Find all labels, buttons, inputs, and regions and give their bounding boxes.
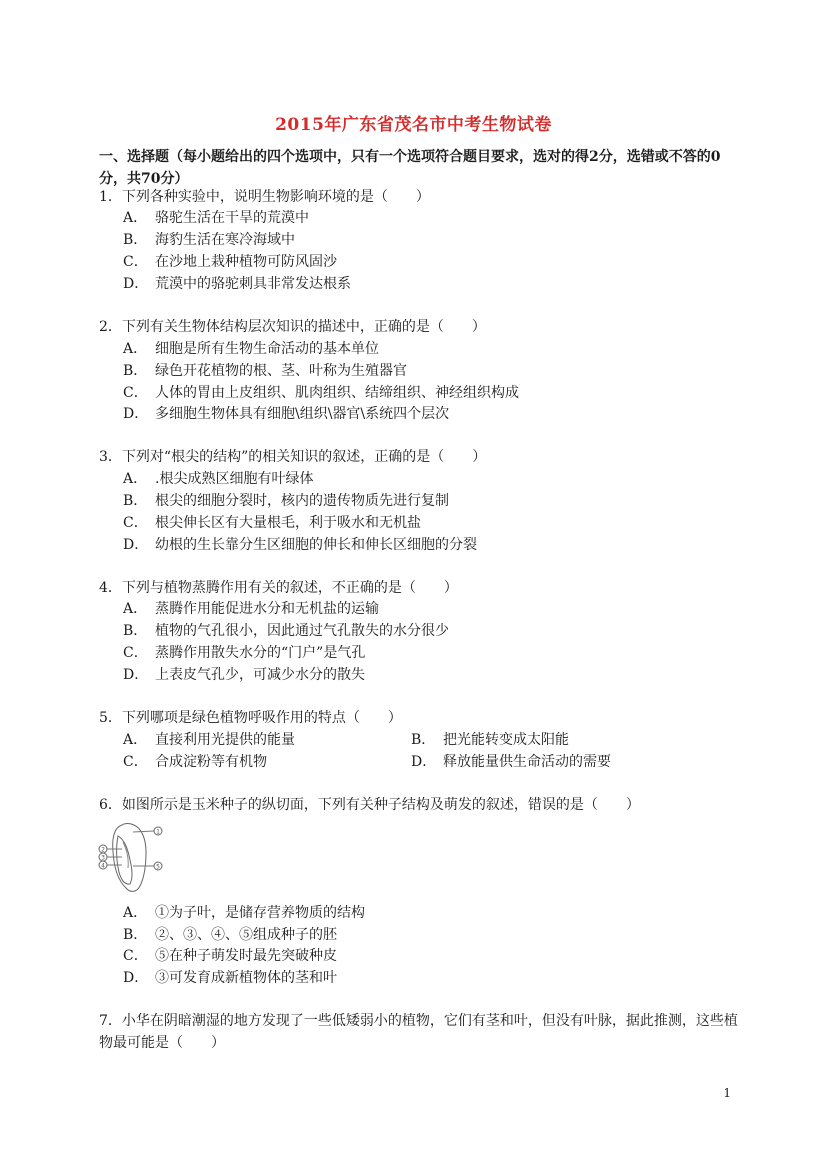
- question-6-option-c: C． ⑤在种子萌发时最先突破种皮: [123, 948, 337, 964]
- figure-label-1: 1: [156, 828, 160, 836]
- question-5-stem: 5．下列哪项是绿色植物呼吸作用的特点（ ）: [99, 710, 402, 726]
- question-2-stem: 2．下列有关生物体结构层次知识的描述中，正确的是（ ）: [99, 319, 486, 335]
- question-3-option-c: C． 根尖伸长区有大量根毛，利于吸水和无机盐: [123, 515, 421, 531]
- question-3-option-d: D． 幼根的生长靠分生区细胞的伸长和伸长区细胞的分裂: [123, 537, 477, 553]
- question-5-option-b: B． 把光能转变成太阳能: [411, 732, 569, 748]
- question-4-option-c: C． 蒸腾作用散失水分的“门户”是气孔: [123, 645, 366, 661]
- question-4-option-b: B． 植物的气孔很小，因此通过气孔散失的水分很少: [123, 623, 449, 639]
- question-2-option-c: C． 人体的胃由上皮组织、肌肉组织、结缔组织、神经组织构成: [123, 385, 519, 401]
- question-4-option-a: A． 蒸腾作用能促进水分和无机盐的运输: [123, 601, 379, 617]
- question-3-stem: 3．下列对“根尖的结构”的相关知识的叙述，正确的是（ ）: [99, 449, 487, 465]
- figure-label-3: 3: [101, 854, 105, 862]
- question-2-option-d: D． 多细胞生物体具有细胞\组织\器官\系统四个层次: [123, 406, 450, 422]
- question-6-option-d: D． ③可发育成新植物体的茎和叶: [123, 970, 337, 986]
- question-1-option-d: D． 荒漠中的骆驼刺具非常发达根系: [123, 276, 351, 292]
- question-1-option-a: A． 骆驼生活在干旱的荒漠中: [123, 210, 309, 226]
- page-number: 1: [723, 1086, 731, 1100]
- question-5-option-c: C． 合成淀粉等有机物: [123, 754, 267, 770]
- section-heading: 一、选择题（每小题给出的四个选项中，只有一个选项符合题目要求，选对的得2分，选错或不答的0分，共70分）: [99, 149, 721, 187]
- question-4-stem: 4．下列与植物蒸腾作用有关的叙述，不正确的是（ ）: [99, 580, 458, 596]
- question-1-option-b: B． 海豹生活在寒冷海域中: [123, 232, 295, 248]
- question-6-option-b: B． ②、③、④、⑤组成种子的胚: [123, 927, 337, 943]
- question-1-option-c: C． 在沙地上栽种植物可防风固沙: [123, 254, 337, 270]
- question-3-option-b: B． 根尖的细胞分裂时，核内的遗传物质先进行复制: [123, 493, 449, 509]
- question-5-option-a: A． 直接利用光提供的能量: [123, 732, 295, 748]
- question-6-option-a: A． ①为子叶，是储存营养物质的结构: [123, 905, 365, 921]
- figure-label-5: 5: [156, 863, 160, 871]
- question-6-stem: 6．如图所示是玉米种子的纵切面，下列有关种子结构及萌发的叙述，错误的是（ ）: [99, 797, 640, 813]
- page-title: 2015年广东省茂名市中考生物试卷: [275, 115, 552, 135]
- question-1-stem: 1．下列各种实验中，说明生物影响环境的是（ ）: [99, 189, 430, 205]
- figure-label-2: 2: [101, 846, 105, 854]
- question-5-option-d: D． 释放能量供生命活动的需要: [411, 754, 611, 770]
- question-4-option-d: D． 上表皮气孔少，可减少水分的散失: [123, 667, 365, 683]
- corn-seed-figure: [97, 822, 177, 894]
- question-7-stem: 7．小华在阴暗潮湿的地方发现了一些低矮弱小的植物，它们有茎和叶，但没有叶脉，据此推测，这些植物最可能是（ ）: [99, 1013, 738, 1051]
- figure-label-4: 4: [101, 862, 105, 870]
- question-3-option-a: A． .根尖成熟区细胞有叶绿体: [123, 471, 314, 487]
- question-2-option-b: B． 绿色开花植物的根、茎、叶称为生殖器官: [123, 363, 407, 379]
- question-2-option-a: A． 细胞是所有生物生命活动的基本单位: [123, 341, 379, 357]
